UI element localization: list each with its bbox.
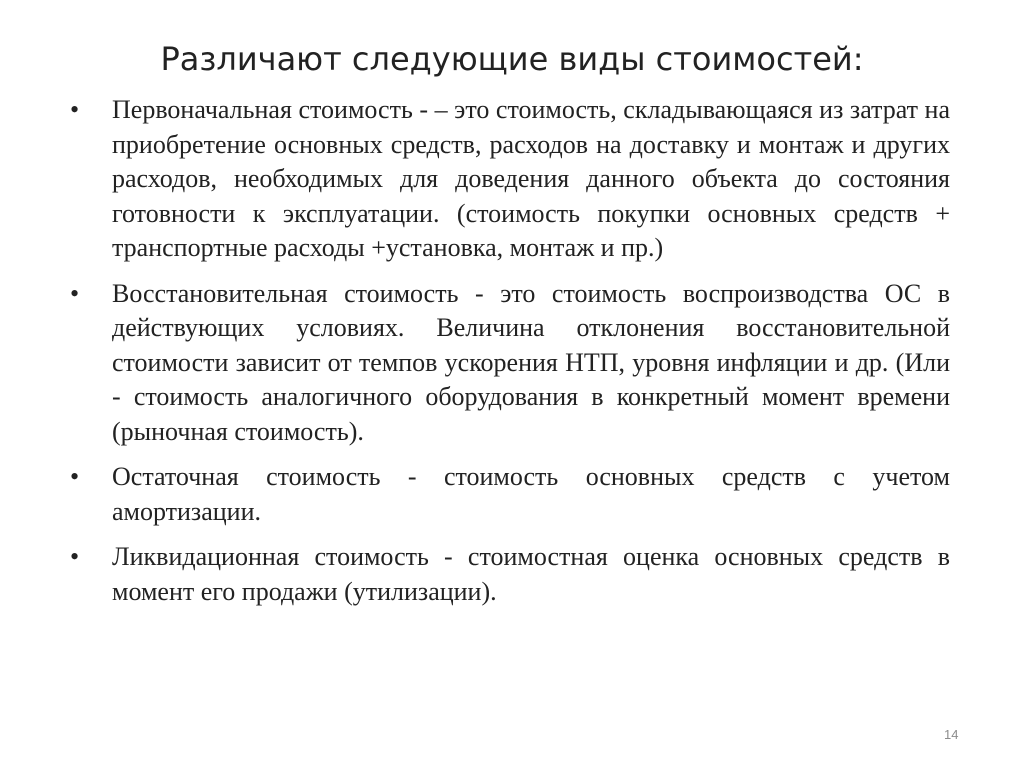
list-item-text: Восстановительная стоимость - это стоимость воспроизводства ОС в действующих условиях. Величина отклонения восстановительной стоимости зависит от темпов ускорения НТП, уровня инфляции и др. (Или - стоимость аналогичного оборудования в конкретный момент времени (рыночная стоимость). <box>112 278 950 446</box>
bullet-icon: • <box>70 95 80 124</box>
list-item-text: Ликвидационная стоимость - стоимостная оценка основных средств в момент его продажи (утилизации). <box>112 542 950 606</box>
bullet-icon: • <box>70 462 80 491</box>
list-item <box>70 460 950 529</box>
list-item-text: Остаточная стоимость - стоимость основных средств с учетом амортизации. <box>112 462 950 526</box>
list-item <box>70 277 950 450</box>
bullet-icon: • <box>70 278 80 308</box>
list-item <box>70 540 950 609</box>
slide-title: Различают следующие виды стоимостей: <box>160 40 864 78</box>
list-item <box>70 93 950 266</box>
bullet-list <box>70 93 950 620</box>
page-number: 14 <box>944 727 959 742</box>
list-item-text: Первоначальная стоимость - – это стоимость, складывающаяся из затрат на приобретение основных средств, расходов на доставку и монтаж и других расходов, необходимых для доведения данного объекта до состояния готовности к эксплуатации. (стоимость покупки основных средств + транспортные расходы +установка, монтаж и пр.) <box>112 95 950 262</box>
bullet-icon: • <box>70 542 80 571</box>
